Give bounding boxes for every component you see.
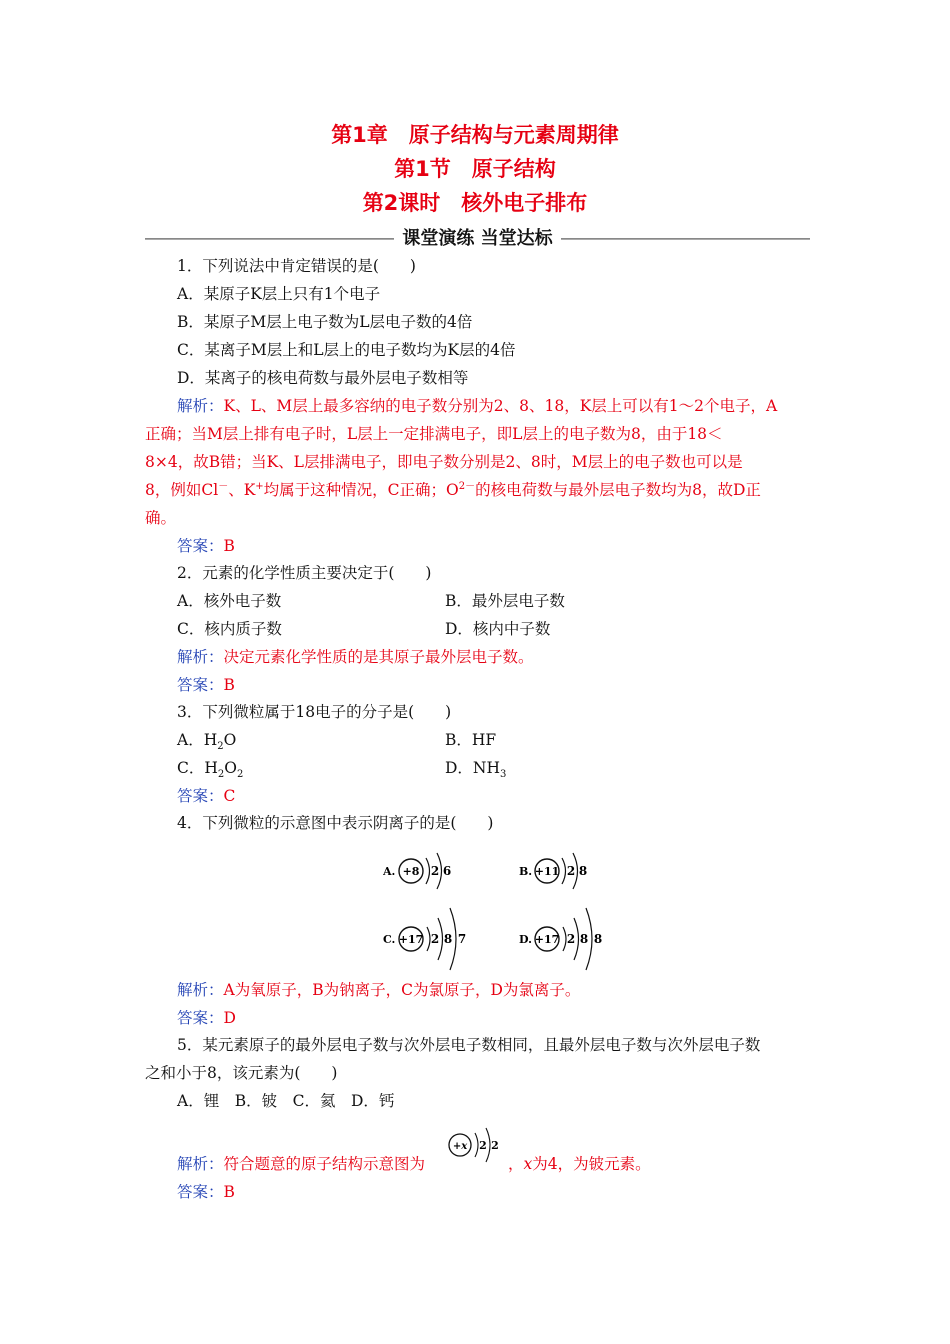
q2-analysis: 解析：决定元素化学性质的是其原子最外层电子数。: [177, 648, 534, 666]
q1-analysis-line5: 确。: [145, 509, 177, 527]
q5-stem-line1: 5．某元素原子的最外层电子数与次外层电子数相同，且最外层电子数与次外层电子数: [177, 1036, 761, 1054]
q4-analysis: 解析：A为氧原子，B为钠离子，C为氯原子，D为氯离子。: [177, 981, 581, 999]
q5-answer: 答案：B: [177, 1183, 235, 1201]
atom-diagram-a: [383, 846, 463, 900]
shell-electrons: 2: [566, 932, 576, 946]
q2-option-c: C．核内质子数: [177, 620, 282, 638]
q3-option-b: B．HF: [445, 731, 497, 749]
analysis-label: 解析：: [177, 397, 224, 415]
diagram-letter: D.: [519, 933, 532, 946]
q2-option-b: B．最外层电子数: [445, 592, 565, 610]
nucleus-charge: +17: [534, 933, 560, 946]
shell-electrons: 8: [593, 932, 603, 946]
q1-stem: 1．下列说法中肯定错误的是( ): [177, 257, 416, 275]
q1-analysis-line2: 正确；当M层上排有电子时，L层上一定排满电子，即L层上的电子数为8，由于18＜: [145, 425, 723, 443]
nucleus-charge: +17: [398, 933, 424, 946]
q3-stem: 3．下列微粒属于18电子的分子是( ): [177, 703, 452, 721]
q3-option-d: D．$NH_3$: [445, 759, 507, 781]
diagram-letter: B.: [519, 865, 533, 878]
q3-answer: 答案：C: [177, 787, 236, 805]
atom-diagram-c: [383, 904, 478, 978]
shell-electrons: 7: [457, 932, 467, 946]
q1-analysis-line4: 8，例如Cl－、K+均属于这种情况，C正确；$O^{2-}$的核电荷数与最外层电子数均为8，故D正: [145, 480, 761, 499]
shell-arc: [426, 858, 430, 884]
q1-option-c: C．某离子M层上和L层上的电子数均为K层的4倍: [177, 341, 516, 359]
q5-stem-line2: 之和小于8，该元素为( ): [145, 1064, 338, 1082]
nucleus-charge: +11: [534, 865, 560, 878]
shell-electrons: 8: [579, 932, 589, 946]
q1-analysis-line3: 8×4，故B错；当K、L层排满电子，即电子数分别是2、8时，M层上的电子数也可以是: [145, 453, 743, 471]
shell-electrons: 6: [442, 864, 452, 878]
q2-stem: 2．元素的化学性质主要决定于( ): [177, 564, 432, 582]
shell-electrons: 8: [578, 864, 588, 878]
shell-arc: [427, 927, 430, 951]
nucleus-charge: +8: [402, 865, 420, 878]
q1-analysis-text: K、L、M层上最多容纳的电子数分别为2、8、18，K层上可以有1～2个电子，A: [223, 397, 778, 415]
atom-diagram-b: [519, 846, 599, 900]
shell-arc: [563, 927, 566, 951]
shell-electrons: 8: [443, 932, 453, 946]
q2-option-a: A．核外电子数: [177, 592, 282, 610]
q5-analysis-tail: ，x为4，为铍元素。: [508, 1155, 651, 1173]
chapter-title: 第1章 原子结构与元素周期律: [331, 123, 619, 147]
section-title: 第1节 原子结构: [394, 157, 556, 181]
shell-electrons: 2: [430, 864, 440, 878]
q1-option-d: D．某离子的核电荷数与最外层电子数相等: [177, 369, 469, 387]
shell-electrons: 2: [491, 1139, 499, 1152]
nucleus-charge: +x: [452, 1141, 468, 1152]
shell-arc: [475, 1133, 478, 1157]
q5-analysis: 解析：符合题意的原子结构示意图为: [177, 1155, 426, 1173]
atom-diagram-d: [519, 904, 614, 978]
section-banner: [145, 228, 810, 250]
q2-option-d: D．核内中子数: [445, 620, 551, 638]
q3-option-c: C．$H_2O_2$: [177, 759, 244, 781]
q2-answer: 答案：B: [177, 676, 235, 694]
shell-electrons: 2: [566, 864, 576, 878]
q1-answer: 答案：B: [177, 537, 235, 555]
q1-option-a: A．某原子K层上只有1个电子: [177, 285, 381, 303]
banner-label: 课堂演练 当堂达标: [394, 228, 560, 249]
q4-stem: 4．下列微粒的示意图中表示阴离子的是( ): [177, 814, 494, 832]
shell-arc: [562, 858, 566, 884]
q4-answer: 答案：D: [177, 1009, 236, 1027]
atom-diagram-q5: [444, 1124, 508, 1174]
lesson-title: 第2课时 核外电子排布: [362, 191, 588, 215]
q3-option-a: A．$H_2O$: [177, 731, 237, 753]
shell-electrons: 2: [479, 1139, 487, 1152]
diagram-letter: C.: [383, 933, 396, 946]
shell-electrons: 2: [430, 932, 440, 946]
q5-options: A．锂 B．铍 C．氦 D．钙: [177, 1092, 395, 1110]
diagram-letter: A.: [383, 865, 396, 878]
q1-analysis-line1: [177, 396, 777, 416]
q1-option-b: B．某原子M层上电子数为L层电子数的4倍: [177, 313, 473, 331]
